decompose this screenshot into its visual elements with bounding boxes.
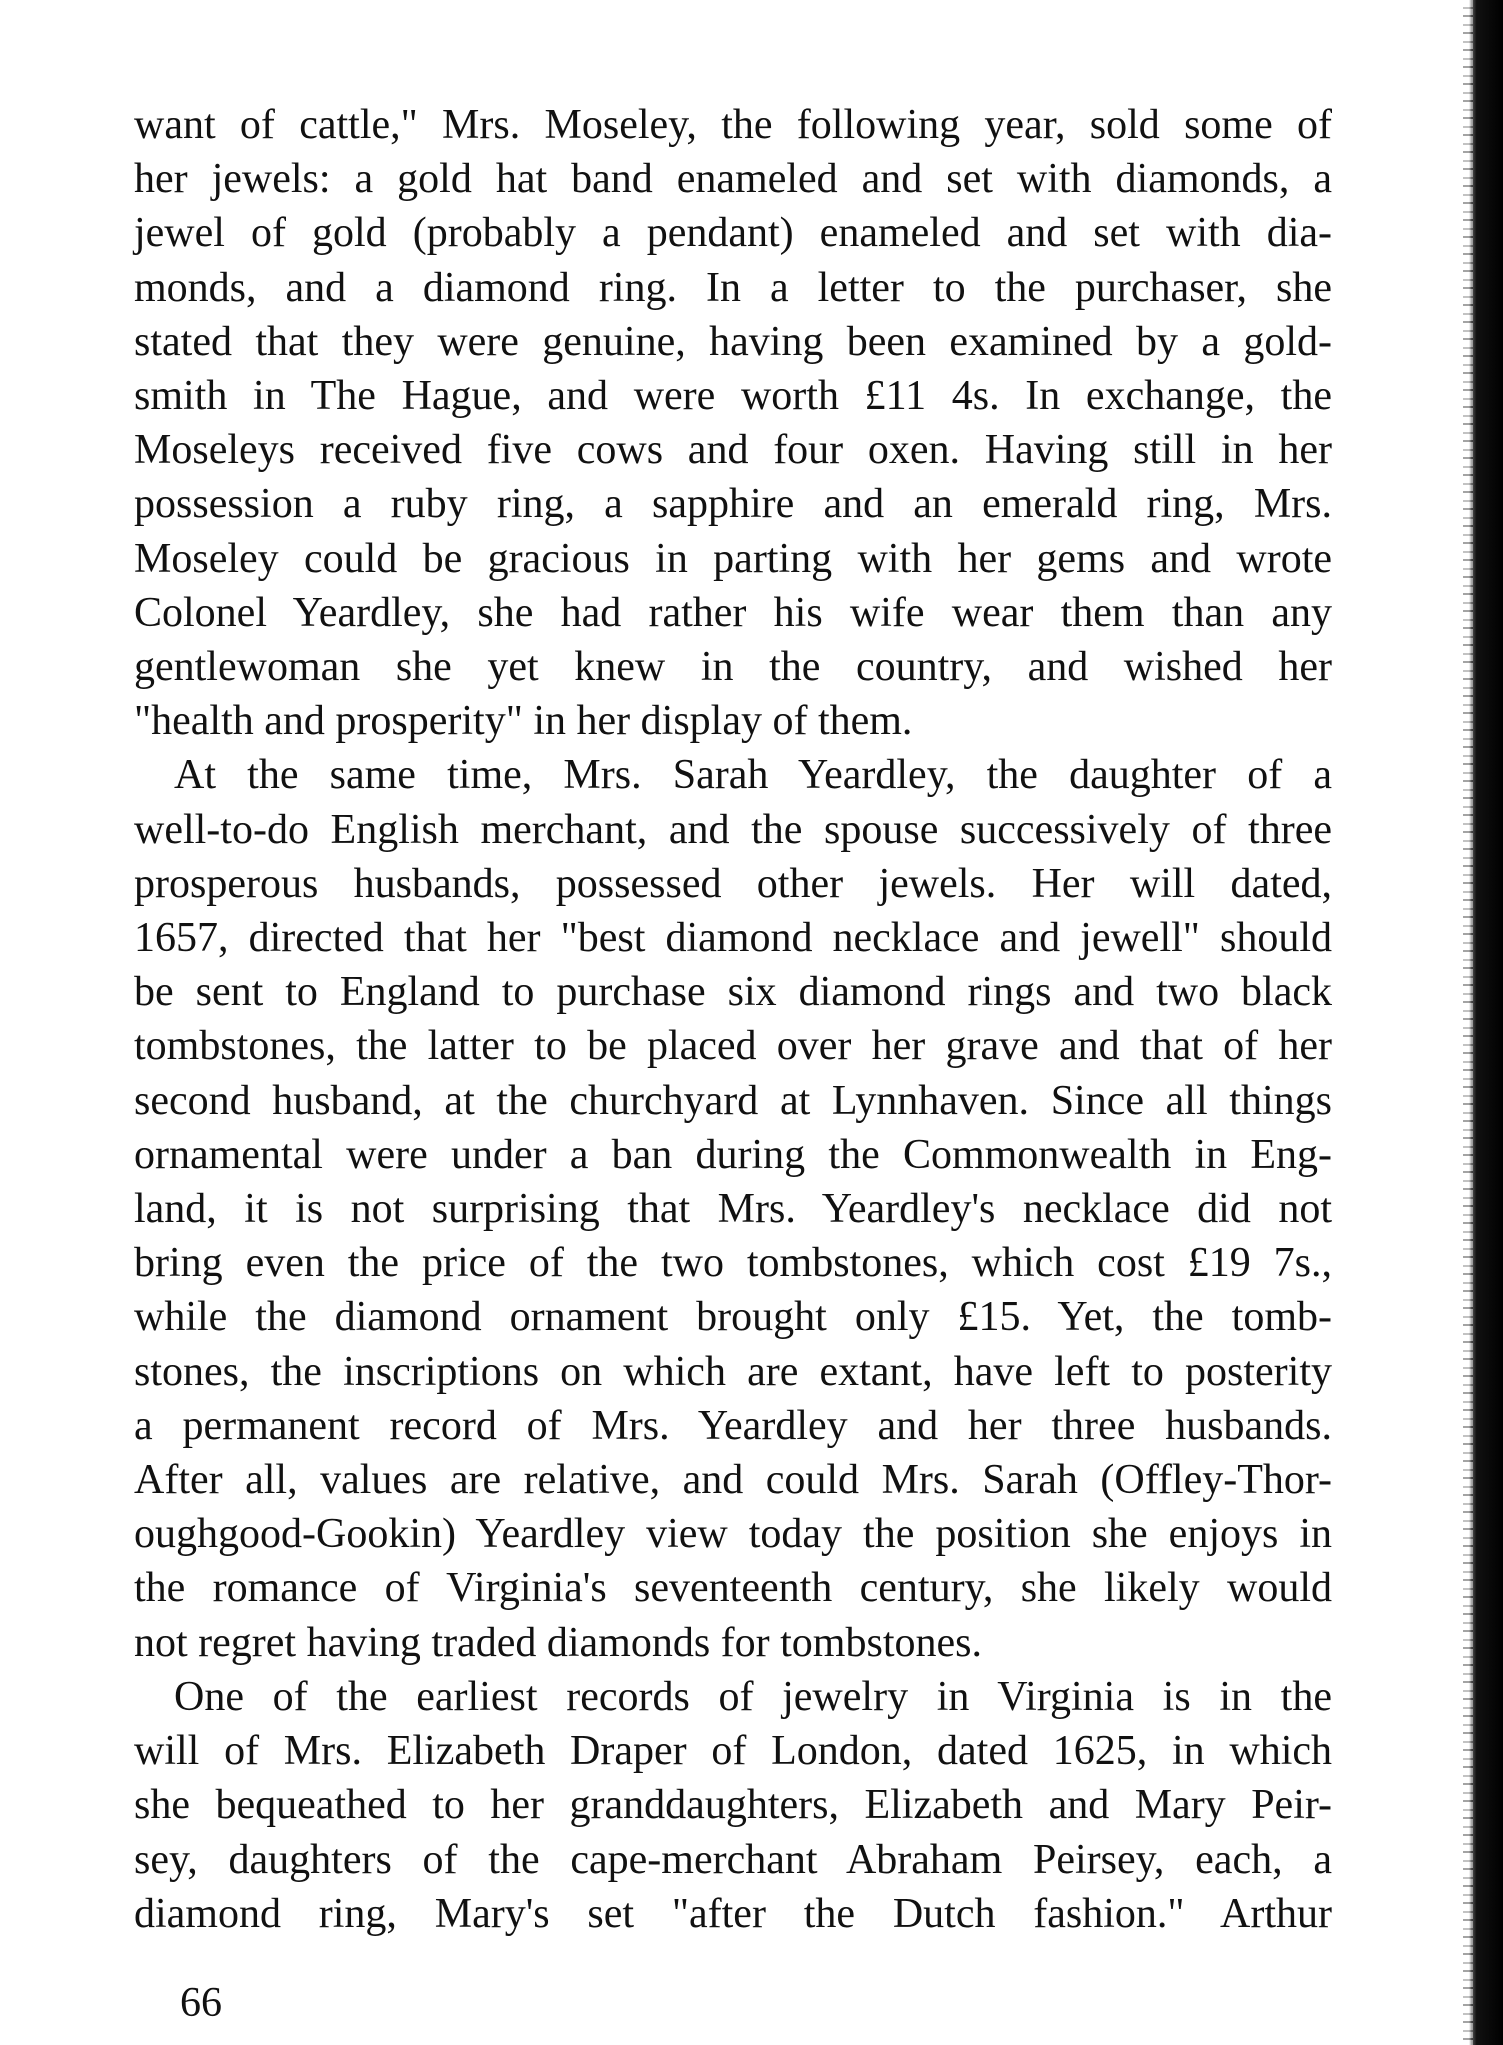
text-line: ornamental were under a ban during the Commonwealth in Eng- bbox=[134, 1131, 1332, 1178]
text-line: she bequeathed to her granddaughters, Elizabeth and Mary Peir- bbox=[134, 1782, 1332, 1829]
text-line: monds, and a diamond ring. In a letter to the purchaser, she bbox=[134, 264, 1332, 311]
text-line: One of the earliest records of jewelry in Virginia is in the bbox=[174, 1673, 1332, 1720]
text-line: jewel of gold (probably a pendant) enameled and set with dia- bbox=[134, 210, 1332, 257]
scan-binding-edge bbox=[1469, 0, 1503, 2045]
text-line: stated that they were genuine, having been examined by a gold- bbox=[134, 318, 1332, 365]
text-line: the romance of Virginia's seventeenth century, she likely would bbox=[134, 1565, 1332, 1612]
paragraph bbox=[134, 1670, 1332, 1941]
page-number: 66 bbox=[180, 1980, 222, 2026]
paragraph bbox=[134, 98, 1332, 748]
text-line: gentlewoman she yet knew in the country, and wished her bbox=[134, 644, 1332, 691]
text-line: be sent to England to purchase six diamond rings and two black bbox=[134, 969, 1332, 1016]
text-line: possession a ruby ring, a sapphire and an emerald ring, Mrs. bbox=[134, 481, 1332, 528]
text-line: second husband, at the churchyard at Lynnhaven. Since all things bbox=[134, 1077, 1332, 1124]
text-line: "health and prosperity" in her display of them. bbox=[134, 698, 913, 745]
text-line: a permanent record of Mrs. Yeardley and her three husbands. bbox=[134, 1402, 1332, 1449]
text-line: tombstones, the latter to be placed over her grave and that of her bbox=[134, 1023, 1332, 1070]
text-line: 1657, directed that her "best diamond necklace and jewell" should bbox=[134, 915, 1332, 962]
text-line: sey, daughters of the cape-merchant Abraham Peirsey, each, a bbox=[134, 1836, 1332, 1883]
text-line: prosperous husbands, possessed other jewels. Her will dated, bbox=[134, 860, 1332, 907]
body-text bbox=[134, 98, 1332, 1941]
text-line: while the diamond ornament brought only £15. Yet, the tomb- bbox=[134, 1294, 1332, 1341]
text-line: well-to-do English merchant, and the spouse successively of three bbox=[134, 806, 1332, 853]
text-line: Moseleys received five cows and four oxen. Having still in her bbox=[134, 427, 1332, 474]
text-line: At the same time, Mrs. Sarah Yeardley, the daughter of a bbox=[174, 752, 1332, 799]
text-line: not regret having traded diamonds for tombstones. bbox=[134, 1619, 982, 1666]
text-line: diamond ring, Mary's set "after the Dutch fashion." Arthur bbox=[134, 1890, 1332, 1937]
text-line: oughgood-Gookin) Yeardley view today the position she enjoys in bbox=[134, 1511, 1332, 1558]
text-line: land, it is not surprising that Mrs. Yeardley's necklace did not bbox=[134, 1186, 1332, 1233]
text-line: her jewels: a gold hat band enameled and set with diamonds, a bbox=[134, 156, 1332, 203]
text-line: Moseley could be gracious in parting with her gems and wrote bbox=[134, 535, 1332, 582]
text-line: will of Mrs. Elizabeth Draper of London, dated 1625, in which bbox=[134, 1728, 1332, 1775]
text-line: bring even the price of the two tombstones, which cost £19 7s., bbox=[134, 1240, 1332, 1287]
paragraph bbox=[134, 748, 1332, 1669]
text-line: Colonel Yeardley, she had rather his wife wear them than any bbox=[134, 589, 1332, 636]
text-line: After all, values are relative, and could Mrs. Sarah (Offley-Thor- bbox=[134, 1457, 1332, 1504]
text-line: smith in The Hague, and were worth £11 4s. In exchange, the bbox=[134, 373, 1332, 420]
text-line: want of cattle," Mrs. Moseley, the following year, sold some of bbox=[134, 102, 1332, 148]
text-line: stones, the inscriptions on which are extant, have left to posterity bbox=[134, 1348, 1332, 1395]
